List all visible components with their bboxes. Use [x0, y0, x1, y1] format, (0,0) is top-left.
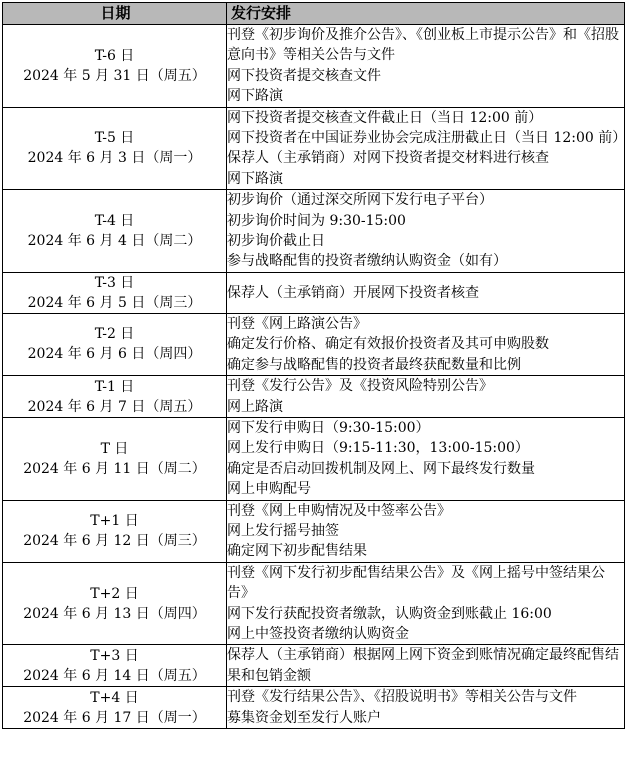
arrangement-item: 网下投资者在中国证券业协会完成注册截止日（当日 12:00 前）: [227, 130, 627, 147]
day-label: T+3 日: [90, 647, 139, 664]
arrangement-item: 刊登《网上申购情况及中签率公告》: [227, 502, 451, 519]
arrangement-item: 确定发行价格、确定有效报价投资者及其可申购股数: [227, 336, 549, 353]
arrangement-item: 刊登《网下发行初步配售结果公告》及《网上摇号中签结果公告》: [227, 564, 605, 602]
table-row: [3, 562, 625, 645]
arrangement-item: 刊登《初步询价及推介公告》、《创业板上市提示公告》和《招股意向书》等相关公告与文件: [227, 27, 619, 64]
arrangement-item: 确定参与战略配售的投资者最终获配数量和比例: [227, 356, 521, 373]
day-label: T+4 日: [90, 689, 139, 706]
date-label: 2024 年 6 月 11 日（周二）: [23, 460, 206, 477]
arrangement-item: 初步询价（通过深交所网下发行电子平台）: [227, 192, 493, 209]
arrangement-item: 保荐人（主承销商）根据网上网下资金到账情况确定最终配售结果和包销金额: [227, 647, 619, 684]
date-label: 2024 年 6 月 3 日（周一）: [27, 150, 202, 167]
date-cell: [3, 645, 227, 687]
date-cell: [3, 500, 227, 562]
day-label: T-2 日: [94, 326, 135, 343]
header-row: [3, 3, 625, 25]
table-row: [3, 313, 625, 375]
date-label: 2024 年 6 月 5 日（周三）: [27, 294, 202, 311]
arrangement-item: 网上申购配号: [227, 481, 311, 498]
arrangement-item: 保荐人（主承销商）对网下投资者提交材料进行核查: [227, 150, 549, 167]
header-date: 日期: [3, 3, 227, 25]
date-cell: [3, 272, 227, 313]
arrangement-item: 参与战略配售的投资者缴纳认购资金（如有）: [227, 253, 507, 270]
day-label: T-5 日: [94, 130, 135, 147]
day-label: T+1 日: [90, 513, 139, 530]
table-row: [3, 645, 625, 687]
date-cell: [3, 25, 227, 108]
arrangement-cell: [227, 376, 625, 418]
date-label: 2024 年 6 月 14 日（周五）: [23, 667, 206, 684]
arrangement-cell: [227, 25, 625, 108]
arrangement-item: 网下发行申购日（9:30-15:00）: [227, 419, 430, 436]
date-cell: [3, 687, 227, 729]
date-label: 2024 年 6 月 13 日（周四）: [23, 605, 206, 622]
table-row: [3, 417, 625, 500]
arrangement-item: 确定网下初步配售结果: [227, 543, 367, 560]
arrangement-item: 网下路演: [227, 88, 283, 105]
table-row: [3, 25, 625, 108]
arrangement-cell: [227, 645, 625, 687]
arrangement-item: 刊登《网上路演公告》: [227, 315, 367, 332]
arrangement-cell: [227, 190, 625, 273]
arrangement-cell: [227, 687, 625, 729]
arrangement-item: 初步询价截止日: [227, 233, 325, 250]
day-label: T 日: [100, 440, 129, 457]
date-label: 2024 年 6 月 7 日（周五）: [27, 398, 202, 415]
arrangement-item: 刊登《发行公告》及《投资风险特别公告》: [227, 378, 493, 395]
day-label: T-4 日: [94, 213, 135, 230]
arrangement-cell: [227, 313, 625, 375]
arrangement-item: 网下投资者提交核查文件截止日（当日 12:00 前）: [227, 109, 543, 126]
arrangement-item: 网上发行申购日（9:15-11:30，13:00-15:00）: [227, 440, 529, 457]
table-row: [3, 272, 625, 313]
date-cell: [3, 376, 227, 418]
date-label: 2024 年 6 月 12 日（周三）: [23, 533, 206, 550]
arrangement-item: 网下发行获配投资者缴款，认购资金到账截止 16:00: [227, 605, 552, 622]
day-label: T-3 日: [94, 274, 135, 291]
table-row: [3, 376, 625, 418]
arrangement-item: 网上发行摇号抽签: [227, 522, 339, 539]
day-label: T-1 日: [94, 378, 135, 395]
date-cell: [3, 562, 227, 645]
date-label: 2024 年 6 月 17 日（周一）: [23, 709, 206, 726]
arrangement-item: 网上中签投资者缴纳认购资金: [227, 625, 409, 642]
day-label: T-6 日: [94, 47, 135, 64]
schedule-body: [3, 25, 625, 729]
arrangement-item: 募集资金划至发行人账户: [227, 709, 381, 726]
table-row: [3, 687, 625, 729]
arrangement-item: 刊登《发行结果公告》、《招股说明书》等相关公告与文件: [227, 689, 577, 706]
day-label: T+2 日: [90, 585, 139, 602]
arrangement-cell: [227, 500, 625, 562]
arrangement-item: 保荐人（主承销商）开展网下投资者核查: [227, 284, 479, 301]
arrangement-item: 初步询价时间为 9:30-15:00: [227, 212, 406, 229]
arrangement-item: 网下路演: [227, 170, 283, 187]
header-arrangement: 发行安排: [227, 3, 625, 25]
arrangement-item: 网下投资者提交核查文件: [227, 67, 381, 84]
date-label: 2024 年 5 月 31 日（周五）: [23, 67, 206, 84]
table-row: [3, 190, 625, 273]
table-row: [3, 500, 625, 562]
arrangement-cell: [227, 272, 625, 313]
arrangement-item: 网上路演: [227, 398, 283, 415]
date-cell: [3, 313, 227, 375]
date-label: 2024 年 6 月 6 日（周四）: [27, 346, 202, 363]
table-row: [3, 107, 625, 190]
arrangement-cell: [227, 107, 625, 190]
arrangement-cell: [227, 417, 625, 500]
date-label: 2024 年 6 月 4 日（周二）: [27, 233, 202, 250]
date-cell: [3, 417, 227, 500]
date-cell: [3, 190, 227, 273]
arrangement-item: 确定是否启动回拨机制及网上、网下最终发行数量: [227, 460, 535, 477]
schedule-table: [2, 2, 625, 729]
arrangement-cell: [227, 562, 625, 645]
date-cell: [3, 107, 227, 190]
